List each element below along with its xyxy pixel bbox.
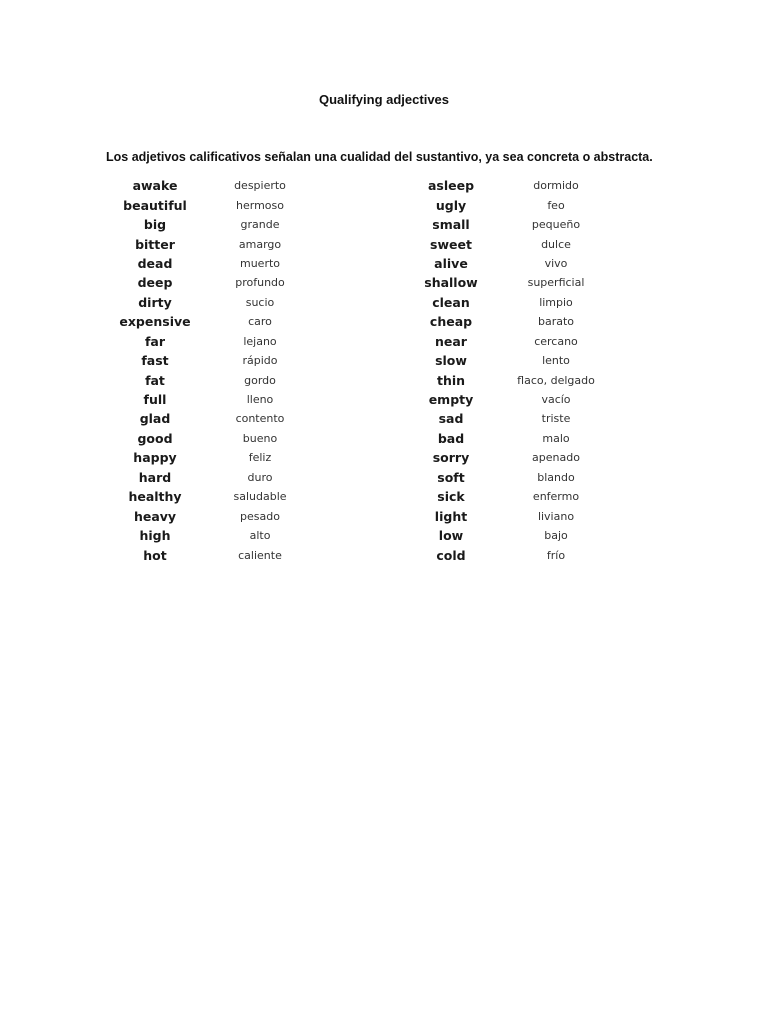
- english-adjective: cheap: [429, 314, 473, 330]
- adjective-pair-row: [110, 468, 320, 487]
- english-adjective: alive: [434, 255, 468, 271]
- adjective-pair-row: [110, 254, 320, 273]
- english-adjective: thin: [436, 372, 466, 388]
- adjective-pair-row: [406, 234, 616, 253]
- adjective-pair-row: [406, 506, 616, 525]
- adjective-pair-row: [110, 332, 320, 351]
- english-adjective: sweet: [430, 236, 472, 252]
- spanish-translation: apenado: [532, 451, 580, 465]
- adjective-pair-row: [110, 545, 320, 564]
- spanish-translation: feo: [547, 198, 565, 212]
- page-title: Qualifying adjectives: [318, 92, 450, 107]
- english-adjective: high: [139, 528, 171, 544]
- adjective-pair-row: [110, 351, 320, 370]
- spanish-translation: cercano: [534, 334, 578, 348]
- spanish-translation: rápido: [242, 354, 278, 368]
- spanish-translation: vivo: [544, 256, 568, 270]
- spanish-translation: frío: [546, 548, 566, 562]
- spanish-translation: enfermo: [532, 490, 580, 504]
- english-adjective: light: [434, 508, 468, 524]
- english-adjective: heavy: [133, 508, 177, 524]
- spanish-translation: muerto: [239, 256, 281, 270]
- spanish-translation: bajo: [544, 529, 568, 543]
- english-adjective: hard: [138, 469, 172, 485]
- adjective-pair-row: [110, 312, 320, 331]
- spanish-translation: dulce: [541, 237, 571, 251]
- adjective-pair-row: [110, 273, 320, 292]
- english-adjective: big: [143, 217, 167, 233]
- spanish-translation: blando: [537, 470, 575, 484]
- spanish-translation: saludable: [233, 490, 287, 504]
- english-adjective: near: [435, 333, 467, 349]
- spanish-translation: hermoso: [236, 198, 284, 212]
- english-adjective: slow: [435, 353, 467, 369]
- adjective-pair-row: [406, 176, 616, 195]
- english-adjective: healthy: [128, 489, 182, 505]
- adjective-pair-row: [110, 429, 320, 448]
- english-adjective: shallow: [424, 275, 478, 291]
- english-adjective: low: [438, 528, 464, 544]
- adjective-pair-row: [406, 448, 616, 467]
- english-adjective: sorry: [432, 450, 470, 466]
- english-adjective: dead: [137, 255, 173, 271]
- adjective-pair-row: [110, 293, 320, 312]
- english-adjective: ugly: [435, 197, 467, 213]
- english-adjective: expensive: [119, 314, 191, 330]
- english-adjective: soft: [437, 469, 465, 485]
- spanish-translation: limpio: [539, 295, 573, 309]
- adjective-pair-row: [406, 351, 616, 370]
- spanish-translation: caro: [248, 315, 272, 329]
- english-adjective: good: [137, 430, 173, 446]
- spanish-translation: duro: [247, 470, 273, 484]
- spanish-translation: lejano: [243, 334, 277, 348]
- adjective-pair-row: [406, 468, 616, 487]
- adjective-pair-row: [110, 448, 320, 467]
- spanish-translation: dormido: [533, 179, 579, 193]
- spanish-translation: lento: [542, 354, 570, 368]
- english-adjective: awake: [132, 178, 178, 194]
- english-adjective: far: [144, 333, 166, 349]
- spanish-translation: amargo: [238, 237, 282, 251]
- english-adjective: sad: [438, 411, 464, 427]
- adjectives-table-right: [406, 176, 616, 565]
- adjective-pair-row: [406, 312, 616, 331]
- english-adjective: small: [432, 217, 470, 233]
- spanish-translation: superficial: [527, 276, 585, 290]
- english-adjective: fast: [141, 353, 169, 369]
- english-adjective: bitter: [135, 236, 175, 252]
- spanish-translation: feliz: [248, 451, 272, 465]
- english-adjective: glad: [139, 411, 171, 427]
- spanish-translation: alto: [249, 529, 271, 543]
- adjective-pair-row: [406, 332, 616, 351]
- adjective-pair-row: [110, 176, 320, 195]
- spanish-translation: grande: [240, 218, 280, 232]
- english-adjective: clean: [432, 294, 470, 310]
- english-adjective: cold: [436, 547, 466, 563]
- spanish-translation: contento: [235, 412, 285, 426]
- spanish-translation: malo: [542, 431, 570, 445]
- adjective-pair-row: [110, 390, 320, 409]
- english-adjective: dirty: [138, 294, 172, 310]
- english-adjective: beautiful: [123, 197, 187, 213]
- spanish-translation: bueno: [242, 431, 278, 445]
- english-adjective: fat: [145, 372, 165, 388]
- spanish-translation: vacío: [541, 393, 571, 407]
- spanish-translation: gordo: [244, 373, 276, 387]
- spanish-translation: profundo: [235, 276, 285, 290]
- english-adjective: empty: [428, 392, 474, 408]
- english-adjective: sick: [437, 489, 465, 505]
- spanish-translation: flaco, delgado: [517, 373, 595, 387]
- spanish-translation: pequeño: [531, 218, 581, 232]
- adjective-pair-row: [406, 195, 616, 214]
- english-adjective: asleep: [427, 178, 475, 194]
- intro-paragraph: Los adjetivos calificativos señalan una cualidad del sustantivo, ya sea concreta o abstracta.: [106, 150, 653, 164]
- adjective-pair-row: [406, 293, 616, 312]
- adjective-pair-row: [110, 195, 320, 214]
- adjective-pair-row: [110, 487, 320, 506]
- spanish-translation: caliente: [238, 548, 282, 562]
- adjective-pair-row: [406, 545, 616, 564]
- adjective-pair-row: [110, 215, 320, 234]
- english-adjective: happy: [133, 450, 177, 466]
- adjectives-table-left: [110, 176, 320, 565]
- english-adjective: full: [143, 392, 167, 408]
- spanish-translation: despierto: [234, 179, 286, 193]
- adjective-pair-row: [110, 526, 320, 545]
- adjective-pair-row: [406, 370, 616, 389]
- english-adjective: bad: [437, 430, 465, 446]
- adjective-pair-row: [110, 409, 320, 428]
- adjective-pair-row: [110, 506, 320, 525]
- adjective-pair-row: [110, 234, 320, 253]
- adjective-pair-row: [406, 254, 616, 273]
- spanish-translation: liviano: [537, 509, 575, 523]
- english-adjective: deep: [137, 275, 173, 291]
- spanish-translation: barato: [537, 315, 575, 329]
- adjective-pair-row: [406, 409, 616, 428]
- spanish-translation: pesado: [240, 509, 280, 523]
- adjective-pair-row: [406, 390, 616, 409]
- spanish-translation: lleno: [246, 393, 274, 407]
- spanish-translation: sucio: [245, 295, 275, 309]
- english-adjective: hot: [143, 547, 167, 563]
- adjective-pair-row: [406, 429, 616, 448]
- adjective-pair-row: [406, 487, 616, 506]
- adjective-pair-row: [110, 370, 320, 389]
- adjective-pair-row: [406, 526, 616, 545]
- adjective-pair-row: [406, 215, 616, 234]
- spanish-translation: triste: [541, 412, 571, 426]
- adjective-pair-row: [406, 273, 616, 292]
